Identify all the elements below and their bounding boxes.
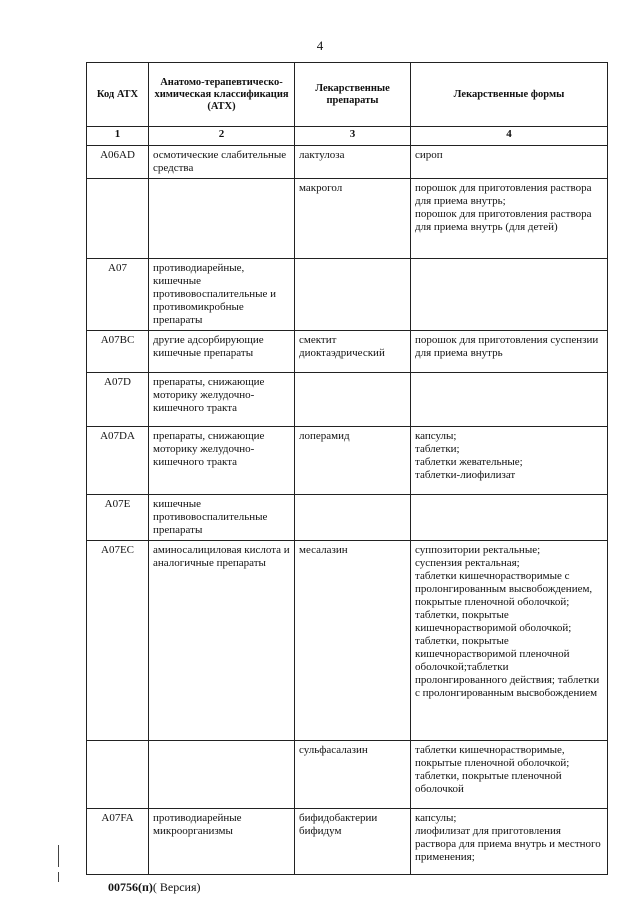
cell-forms: капсулы; таблетки; таблетки жевательные; таблетки-лиофилизат: [411, 427, 608, 495]
cell-drug: [295, 495, 411, 541]
cell-forms: таблетки кишечнорастворимые, покрытые пленочной оболочкой; таблетки, покрытые пленочной оболочкой: [411, 741, 608, 809]
footer-doc-number: 00756(п): [108, 880, 153, 894]
cell-code: A07EC: [87, 541, 149, 741]
column-number: 2: [149, 127, 295, 146]
cell-code: A06AD: [87, 146, 149, 179]
footer: [108, 880, 201, 895]
cell-classification: препараты, снижающие моторику желудочно-кишечного тракта: [149, 373, 295, 427]
header-code: Код АТХ: [87, 63, 149, 127]
cell-code: A07BC: [87, 331, 149, 373]
cell-classification: противодиарейные микроорганизмы: [149, 809, 295, 875]
cell-classification: аминосалициловая кислота и аналогичные препараты: [149, 541, 295, 741]
cell-drug: бифидобактерии бифидум: [295, 809, 411, 875]
table-row: [87, 741, 608, 809]
cell-drug: смектит диоктаэдрический: [295, 331, 411, 373]
table-row: [87, 541, 608, 741]
cell-classification: кишечные противовоспалительные препараты: [149, 495, 295, 541]
table-row: [87, 146, 608, 179]
cell-drug: [295, 373, 411, 427]
margin-mark: [58, 872, 59, 882]
column-number: 1: [87, 127, 149, 146]
cell-forms: сироп: [411, 146, 608, 179]
table-row: [87, 179, 608, 259]
cell-drug: сульфасалазин: [295, 741, 411, 809]
header-drugs: Лекарственные препараты: [295, 63, 411, 127]
table-row: [87, 259, 608, 331]
cell-code: [87, 179, 149, 259]
cell-classification: [149, 741, 295, 809]
cell-drug: [295, 259, 411, 331]
table-row: [87, 331, 608, 373]
cell-forms: [411, 373, 608, 427]
header-row: [87, 63, 608, 127]
cell-drug: макрогол: [295, 179, 411, 259]
cell-code: A07: [87, 259, 149, 331]
atx-table: [86, 62, 608, 875]
header-classification: Анатомо-терапевтическо-химическая классификация (АТХ): [149, 63, 295, 127]
cell-classification: препараты, снижающие моторику желудочно-кишечного тракта: [149, 427, 295, 495]
header-forms: Лекарственные формы: [411, 63, 608, 127]
cell-forms: суппозитории ректальные; суспензия ректальная; таблетки кишечнорастворимые с пролонгированным высвобождением, покрытые пленочной оболочкой; таблетки, покрытые кишечнорастворимой оболочкой; таблетки, покрытые кишечнорастворимой пленочной оболочкой;таблетки пролонгированного действия; таблетки с пролонгированным высвобождением: [411, 541, 608, 741]
cell-code: A07D: [87, 373, 149, 427]
cell-forms: [411, 495, 608, 541]
column-number: 4: [411, 127, 608, 146]
cell-classification: осмотические слабительные средства: [149, 146, 295, 179]
cell-code: [87, 741, 149, 809]
column-number: 3: [295, 127, 411, 146]
table-row: [87, 373, 608, 427]
cell-drug: лоперамид: [295, 427, 411, 495]
table-row: [87, 495, 608, 541]
cell-classification: другие адсорбирующие кишечные препараты: [149, 331, 295, 373]
table-row: [87, 809, 608, 875]
margin-mark: [58, 845, 59, 867]
cell-forms: [411, 259, 608, 331]
cell-forms: порошок для приготовления раствора для приема внутрь; порошок для приготовления раствора для приема внутрь (для детей): [411, 179, 608, 259]
cell-classification: противодиарейные, кишечные противовоспалительные и противомикробные препараты: [149, 259, 295, 331]
cell-drug: лактулоза: [295, 146, 411, 179]
cell-forms: капсулы; лиофилизат для приготовления раствора для приема внутрь и местного применения;: [411, 809, 608, 875]
column-number-row: [87, 127, 608, 146]
cell-code: A07DA: [87, 427, 149, 495]
cell-code: A07FA: [87, 809, 149, 875]
cell-forms: порошок для приготовления суспензии для приема внутрь: [411, 331, 608, 373]
table-row: [87, 427, 608, 495]
cell-drug: месалазин: [295, 541, 411, 741]
page-number: 4: [316, 38, 324, 53]
cell-code: A07E: [87, 495, 149, 541]
footer-version: ( Версия): [152, 880, 201, 894]
cell-classification: [149, 179, 295, 259]
